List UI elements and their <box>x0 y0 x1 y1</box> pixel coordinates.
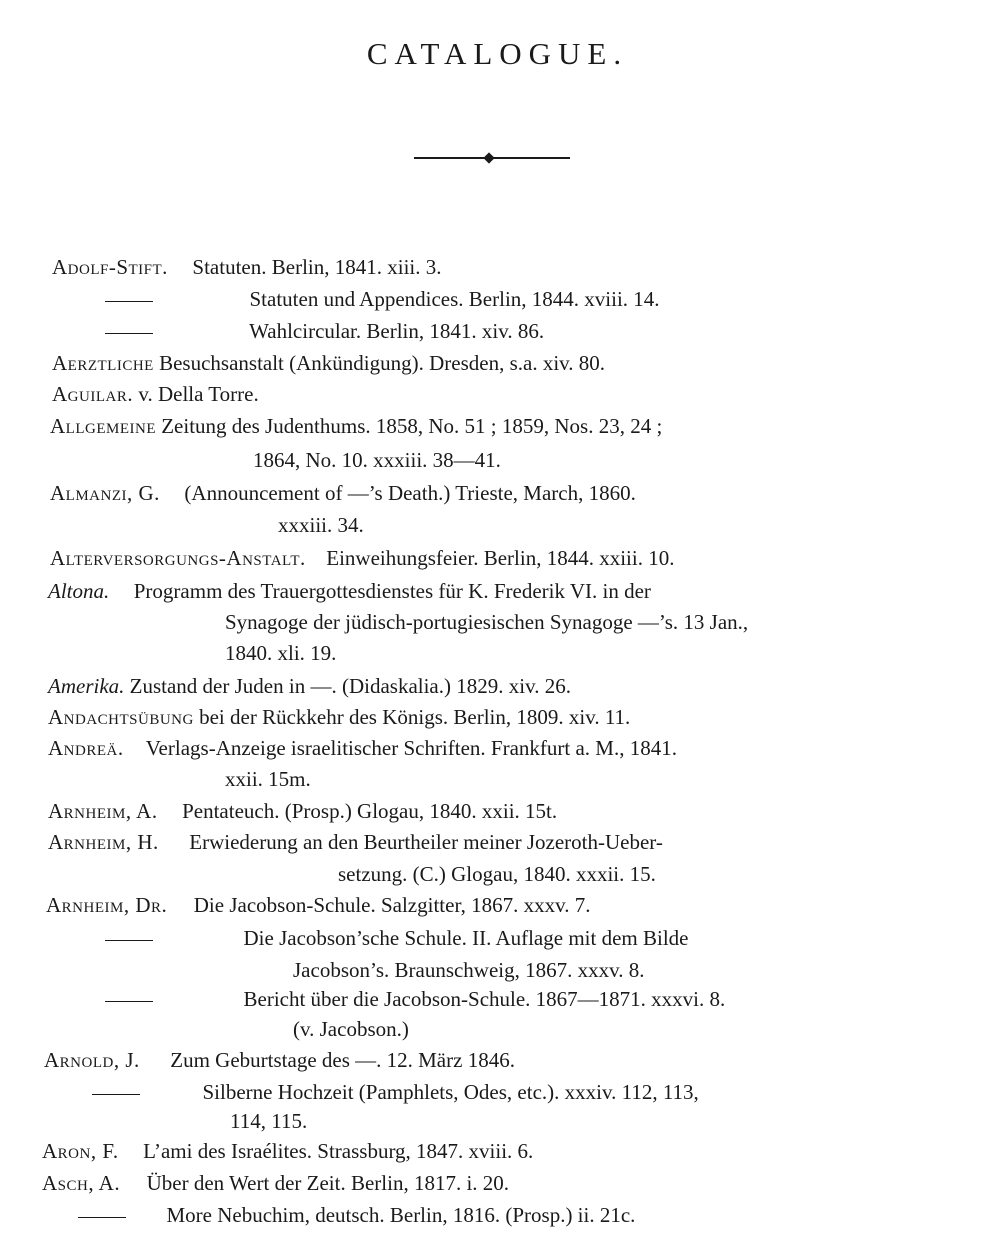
entry-allgemeine-cont: 1864, No. 10. xxxiii. 38—41. <box>253 448 501 472</box>
entry-head: Allgemeine <box>50 414 156 438</box>
entry-altona <box>48 578 651 604</box>
entry-text: Verlags-Anzeige israelitischer Schriften. Frankfurt a. M., 1841. <box>145 736 677 760</box>
entry-text: Die Jacobson-Schule. Salzgitter, 1867. xxxv. 7. <box>193 893 591 917</box>
entry-text: Statuten und Appendices. Berlin, 1844. xviii. 14. <box>249 287 660 311</box>
entry-arnheim-h-cont: setzung. (C.) Glogau, 1840. xxxii. 15. <box>338 862 656 886</box>
entry-arnheim-dr <box>46 892 591 918</box>
entry-almanzi-cont: xxxiii. 34. <box>278 513 364 537</box>
entry-arnold-sub1-cont: 114, 115. <box>230 1109 308 1133</box>
entry-asch-sub1 <box>78 1202 635 1228</box>
entry-head: Amerika. <box>48 674 125 698</box>
entry-head: Asch, A. <box>42 1171 121 1195</box>
entry-head: Arnold, J. <box>44 1048 140 1072</box>
entry-allgemeine <box>50 413 920 439</box>
entry-head: Aguilar. <box>52 382 134 406</box>
entry-text: Einweihungsfeier. Berlin, 1844. xxiii. 10. <box>326 546 675 570</box>
entry-head: Aron, F. <box>42 1139 119 1163</box>
entry-head: Altona. <box>48 579 110 603</box>
entry-text: More Nebuchim, deutsch. Berlin, 1816. (Prosp.) ii. 21c. <box>166 1203 636 1227</box>
entry-text: L’ami des Israélites. Strassburg, 1847. xviii. 6. <box>143 1139 534 1163</box>
entry-text: Bericht über die Jacobson-Schule. 1867—1871. xxxvi. 8. <box>243 987 726 1011</box>
entry-arnheim-dr-sub1 <box>105 925 688 951</box>
ditto-dash <box>78 1217 126 1218</box>
entry-text: Statuten. Berlin, 1841. xiii. 3. <box>192 255 442 279</box>
entry-aguilar <box>52 381 259 407</box>
entry-text: Besuchsanstalt (Ankündigung). Dresden, s.a. xiv. 80. <box>159 351 606 375</box>
entry-text: Silberne Hochzeit (Pamphlets, Odes, etc.). xxxiv. 112, 113, <box>202 1080 699 1104</box>
entry-arnheim-h <box>48 829 663 855</box>
entry-head: Andachtsübung <box>48 705 194 729</box>
entry-text: bei der Rückkehr des Königs. Berlin, 1809. xiv. 11. <box>199 705 631 729</box>
entry-amerika <box>48 673 571 699</box>
entry-text: Programm des Trauergottesdienstes für K. Frederik VI. in der <box>133 579 651 603</box>
entry-andrea <box>48 735 677 761</box>
entry-aron <box>42 1138 533 1164</box>
entry-arnheim-dr-sub2 <box>105 986 725 1012</box>
entry-arnold-sub1 <box>92 1079 699 1105</box>
entry-arnold <box>44 1047 515 1073</box>
entry-arnheim-dr-sub2-cont: (v. Jacobson.) <box>293 1017 409 1041</box>
entry-adolf-stift-sub1 <box>105 286 660 312</box>
entry-text: Zeitung des Judenthums. 1858, No. 51 ; 1859, Nos. 23, 24 ; <box>161 414 663 438</box>
entry-altona-cont2: 1840. xli. 19. <box>225 641 337 665</box>
ditto-dash <box>105 940 153 941</box>
entry-text: (Announcement of —’s Death.) Trieste, March, 1860. <box>184 481 636 505</box>
ornament-diamond-icon <box>483 152 494 163</box>
entry-text: Zustand der Juden in —. (Didaskalia.) 1829. xiv. 26. <box>129 674 571 698</box>
entry-alterversorgungs <box>50 545 674 571</box>
entry-head: Almanzi, G. <box>50 481 160 505</box>
entry-text: v. Della Torre. <box>138 382 259 406</box>
entry-andrea-cont: xxii. 15m. <box>225 767 311 791</box>
ditto-dash <box>92 1094 140 1095</box>
entry-adolf-stift-sub2 <box>105 318 544 344</box>
entry-text: Über den Wert der Zeit. Berlin, 1817. i. 20. <box>146 1171 510 1195</box>
entry-head: Alterversorgungs-Anstalt. <box>50 546 306 570</box>
ditto-dash <box>105 1001 153 1002</box>
entry-arnheim-dr-sub1-cont: Jacobson’s. Braunschweig, 1867. xxxv. 8. <box>293 958 645 982</box>
ditto-dash <box>105 301 153 302</box>
ditto-dash <box>105 333 153 334</box>
entry-text: Wahlcircular. Berlin, 1841. xiv. 86. <box>249 319 545 343</box>
entry-aerztliche <box>52 350 605 376</box>
entry-head: Andreä. <box>48 736 124 760</box>
entry-head: Arnheim, A. <box>48 799 158 823</box>
entry-text: Erwiederung an den Beurtheiler meiner Jozeroth-Ueber- <box>189 830 663 854</box>
entry-arnheim-a <box>48 798 557 824</box>
entry-head: Arnheim, Dr. <box>46 893 168 917</box>
entry-andachtsuebung <box>48 704 630 730</box>
entry-text: Die Jacobson’sche Schule. II. Auflage mit dem Bilde <box>243 926 689 950</box>
entry-head: Aerztliche <box>52 351 154 375</box>
entry-almanzi <box>50 480 636 506</box>
entry-altona-cont1: Synagoge der jüdisch-portugiesischen Synagoge —’s. 13 Jan., <box>225 610 749 634</box>
entry-asch <box>42 1170 509 1196</box>
page-title: CATALOGUE. <box>366 36 629 71</box>
entry-adolf-stift <box>52 254 442 280</box>
entry-head: Arnheim, H. <box>48 830 159 854</box>
entry-text: Pentateuch. (Prosp.) Glogau, 1840. xxii. 15t. <box>182 799 558 823</box>
entry-text: Zum Geburtstage des —. 12. März 1846. <box>170 1048 515 1072</box>
title-ornament <box>414 152 570 164</box>
entry-head: Adolf-Stift. <box>52 255 168 279</box>
